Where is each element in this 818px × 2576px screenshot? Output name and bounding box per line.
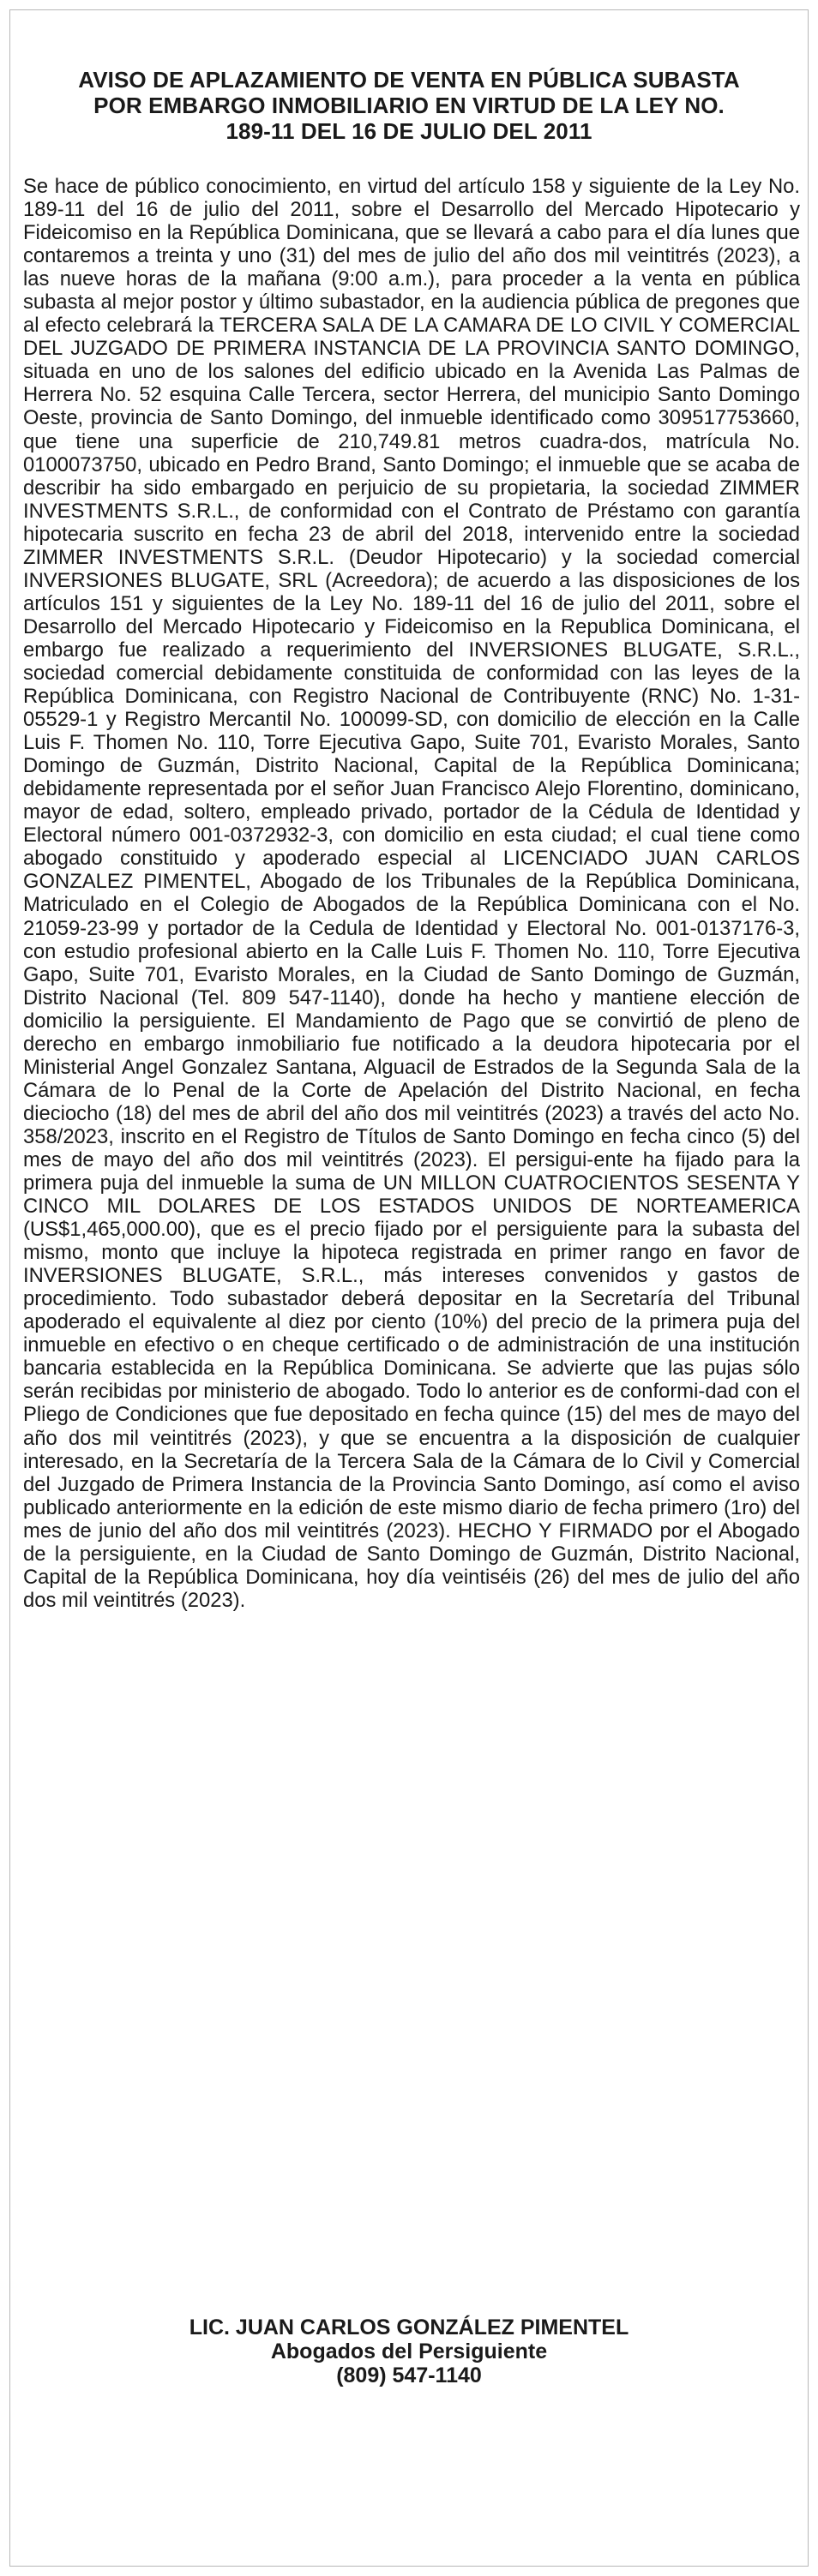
notice-title-line-1: AVISO DE APLAZAMIENTO DE VENTA EN PÚBLICA SUBASTA [78,67,740,93]
signature-block [34,2315,784,2387]
notice-body: Se hace de público conocimiento, en virtud del artículo 158 y siguiente de la Ley No. 189-11 del 16 de julio del 2011, sobre el Desarrollo del Mercado Hipotecario y Fideicomiso en la República Dominicana, que se llevará a cabo para el día lunes que contaremos a treinta y uno (31) del mes de julio del año dos mil veintitrés (2023), a las nueve horas de la mañana (9:00 a.m.), para proceder a la venta en pública subasta al mejor postor y último subastador, en la audiencia pública de pregones que al efecto celebrará la TERCERA SALA DE LA CAMARA DE LO CIVIL Y COMERCIAL DEL JUZGADO DE PRIMERA INSTANCIA DE LA PROVINCIA SANTO DOMINGO, situada en uno de los salones del edificio ubicado en la Avenida Las Palmas de Herrera No. 52 esquina Calle Tercera, sector Herrera, del municipio Santo Domingo Oeste, provincia de Santo Domingo, del inmueble identificado como 309517753660, que tiene una superficie de 210,749.81 metros cuadra-dos, matrícula No. 0100073750, ubicado en Pedro Brand, Santo Domingo; el inmueble que se acaba de describir ha sido embargado en perjuicio de su propietaria, la sociedad ZIMMER INVESTMENTS S.R.L., de conformidad con el Contrato de Préstamo con garantía hipotecaria suscrito en fecha 23 de abril del 2018, intervenido entre la sociedad ZIMMER INVESTMENTS S.R.L. (Deudor Hipotecario) y la sociedad comercial INVERSIONES BLUGATE, SRL (Acreedora); de acuerdo a las disposiciones de los artículos 151 y siguientes de la Ley No. 189-11 del 16 de julio del 2011, sobre el Desarrollo del Mercado Hipotecario y Fideicomiso en la Republica Dominicana, el embargo fue realizado a requerimiento del INVERSIONES BLUGATE, S.R.L., sociedad comercial debidamente constituida de conformidad con las leyes de la República Dominicana, con Registro Nacional de Contribuyente (RNC) No. 1-31-05529-1 y Registro Mercantil No. 100099-SD, con domicilio de elección en la Calle Luis F. Thomen No. 110, Torre Ejecutiva Gapo, Suite 701, Evaristo Morales, Santo Domingo de Guzmán, Distrito Nacional, Capital de la República Dominicana; debidamente representada por el señor Juan Francisco Alejo Florentino, dominicano, mayor de edad, soltero, empleado privado, portador de la Cédula de Identidad y Electoral número 001-0372932-3, con domicilio en esta ciudad; el cual tiene como abogado constituido y apoderado especial al LICENCIADO JUAN CARLOS GONZALEZ PIMENTEL, Abogado de los Tribunales de la República Dominicana, Matriculado en el Colegio de Abogados de la República Dominicana con el No. 21059-23-99 y portador de la Cedula de Identidad y Electoral No. 001-0137176-3, con estudio profesional abierto en la Calle Luis F. Thomen No. 110, Torre Ejecutiva Gapo, Suite 701, Evaristo Morales, en la Ciudad de Santo Domingo de Guzmán, Distrito Nacional (Tel. 809 547-1140), donde ha hecho y mantiene elección de domicilio la persiguiente. El Mandamiento de Pago que se convirtió de pleno de derecho en embargo inmobiliario fue notificado a la deudora hipotecaria por el Ministerial Angel Gonzalez Santana, Alguacil de Estrados de la Segunda Sala de la Cámara de lo Penal de la Corte de Apelación del Distrito Nacional, en fecha dieciocho (18) del mes de abril del año dos mil veintitrés (2023) a través del acto No. 358/2023, inscrito en el Registro de Títulos de Santo Domingo en fecha cinco (5) del mes de mayo del año dos mil veintitrés (2023). El persigui-ente ha fijado para la primera puja del inmueble la suma de UN MILLON CUATROCIENTOS SESENTA Y CINCO MIL DOLARES DE LOS ESTADOS UNIDOS DE NORTEAMERICA (US$1,465,000.00), que es el precio fijado por el persiguiente para la subasta del mismo, monto que incluye la hipoteca registrada en primer rango en favor de INVERSIONES BLUGATE, S.R.L., más intereses convenidos y gastos de procedimiento. Todo subastador deberá depositar en la Secretaría del Tribunal apoderado el equivalente al diez por ciento (10%) del precio de la primera puja del inmueble en efectivo o en cheque certificado o de administración de una institución bancaria establecida en la República Dominicana. Se advierte que las pujas sólo serán recibidas por ministerio de abogado. Todo lo anterior es de conformi-dad con el Pliego de Condiciones que fue depositado en fecha quince (15) del mes de mayo del año dos mil veintitrés (2023), y que se encuentra a la disposición de cualquier interesado, en la Secretaría de la Tercera Sala de la Cámara de lo Civil y Comercial del Juzgado de Primera Instancia de la Provincia Santo Domingo, así como el aviso publicado anteriormente en la edición de este mismo diario de fecha primero (1ro) del mes de junio del año dos mil veintitrés (2023). HECHO Y FIRMADO por el Abogado de la persiguiente, en la Ciudad de Santo Domingo de Guzmán, Distrito Nacional, Capital de la República Dominicana, hoy día veintiséis (26) del mes de julio del año dos mil veintitrés (2023). [23,175,800,1612]
notice-title [34,67,784,144]
signature-role: Abogados del Persiguiente [270,2339,548,2363]
notice-title-line-2: POR EMBARGO INMOBILIARIO EN VIRTUD DE LA LEY NO. [93,93,725,118]
signature-name: LIC. JUAN CARLOS GONZÁLEZ PIMENTEL [189,2315,629,2339]
signature-phone: (809) 547-1140 [336,2363,482,2387]
notice-title-line-3: 189-11 DEL 16 DE JULIO DEL 2011 [226,118,592,144]
